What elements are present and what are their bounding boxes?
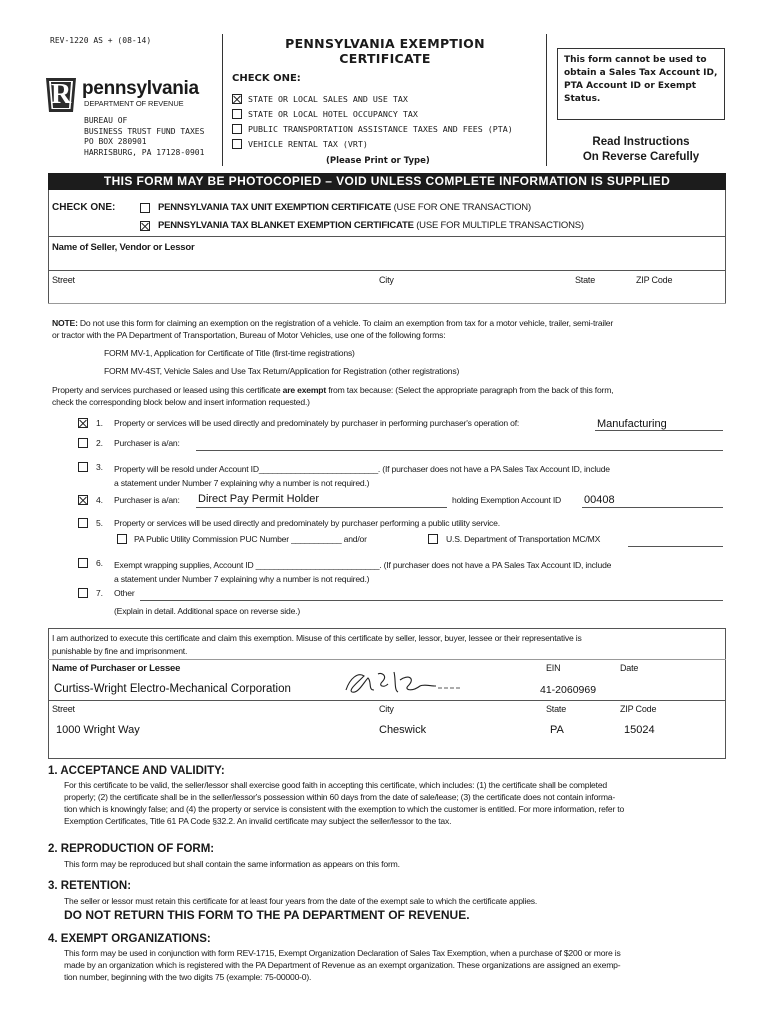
reason-intro: Property and services purchased or leased using this certificate are exempt from tax because: (Select the appropriate paragraph from the back of this form, check the corresponding block below and insert information requested.) (52, 385, 614, 407)
reason-7-checkbox[interactable] (78, 588, 88, 598)
form-title: PENNSYLVANIA EXEMPTION CERTIFICATE (285, 36, 485, 66)
acceptance-validity-title: 1. ACCEPTANCE AND VALIDITY: (48, 765, 225, 777)
form-code: REV-1220 AS + (08-14) (50, 36, 152, 45)
reason-2-checkbox[interactable] (78, 438, 88, 448)
reason-1-text: Property or services will be used directly and predominately by purchaser in performing purchaser's operation of: (114, 418, 520, 428)
warning-box (557, 48, 725, 120)
reason-4-text: Purchaser is a/an: (114, 495, 180, 505)
exempt-organizations-text: This form may be used in conjunction with form REV-1715, Exempt Organization Declaration of Sales Tax Exemption, when a purchase of $200 or more is made by an organization which is registered with the PA Department of Revenue as an exempt organization. These organizations are assigned an exemp- tion number, beginning with the two digits 75 (example: 75-00000-0). (64, 948, 621, 982)
reason-3-checkbox[interactable] (78, 462, 88, 472)
exempt-organizations-title: 4. EXEMPT ORGANIZATIONS: (48, 933, 211, 945)
reason-6-checkbox[interactable] (78, 558, 88, 568)
vehicle-note: NOTE: Do not use this form for claiming an exemption on the registration of a vehicle. To claim an exemption from tax for a motor vehicle, trailer, semi-trailer or tractor with the PA Department of Transportation, Bureau of Motor Vehicles, use one of the following forms: (52, 318, 614, 340)
reproduction-text: This form may be reproduced but shall contain the same information as appears on this form. (64, 859, 400, 869)
signature-icon (338, 668, 462, 698)
unit-exemption-checkbox[interactable] (140, 203, 150, 213)
tax-type-check-one: CHECK ONE: (232, 73, 301, 84)
retention-text: The seller or lessor must retain this certificate for at least four years from the date of the exempt sale to which the certificate applies. (64, 896, 538, 906)
vehicle-rental-tax-checkbox[interactable] (232, 139, 242, 149)
do-not-return-notice: DO NOT RETURN THIS FORM TO THE PA DEPARTMENT OF REVENUE. (64, 908, 470, 922)
cert-type-check-one: CHECK ONE: (52, 202, 116, 213)
reason-2-number: 2. (96, 438, 103, 448)
acceptance-validity-text: For this certificate to be valid, the seller/lessor shall exercise good faith in accepting this certificate, which includes: (1) the certificate shall be completed properly; (2) the certificate shall be in the seller/lessor's possession within 60 days from the date of sale/lease; (3) the certificate does not contain informa- tion which is knowingly false; and (4) the property or service is consistent with the exemption to which the customer is entitled. For more information, refer to Exemption Certificates, Title 61 PA Code §32.2. An invalid certificate may subject the seller/lessor to the tax. (64, 780, 625, 826)
purchaser-name-value[interactable]: Curtiss-Wright Electro-Mechanical Corporation (54, 683, 291, 695)
photocopy-banner: THIS FORM MAY BE PHOTOCOPIED – VOID UNLESS COMPLETE INFORMATION IS SUPPLIED (48, 173, 726, 190)
reason-5-text: Property or services will be used directly and predominately by purchaser performing a public utility service. (114, 518, 500, 528)
reason-7-number: 7. (96, 588, 103, 598)
usdot-checkbox[interactable] (428, 534, 438, 544)
form-mv1: FORM MV-1, Application for Certificate of Title (first-time registrations) (104, 348, 355, 358)
purchaser-city-value[interactable]: Cheswick (379, 724, 427, 736)
purchaser-ein-label: EIN (546, 663, 561, 673)
seller-zip-label: ZIP Code (636, 275, 673, 285)
purchaser-zip-value[interactable]: 15024 (624, 724, 655, 736)
form-mv4st: FORM MV-4ST, Vehicle Sales and Use Tax Return/Application for Registration (other registrations) (104, 366, 460, 376)
read-instructions: Read Instructions On Reverse Carefully (582, 136, 700, 163)
seller-city-label: City (379, 275, 394, 285)
puc-label: PA Public Utility Commission PUC Number ___________ and/or (134, 534, 367, 544)
reason-5-number: 5. (96, 518, 103, 528)
purchaser-date-label: Date (620, 663, 639, 673)
reason-4-text2: holding Exemption Account ID (452, 495, 562, 505)
purchaser-street-label: Street (52, 704, 75, 714)
authorization-statement: I am authorized to execute this certificate and claim this exemption. Misuse of this certificate by seller, lessor, buyer, lessee or their representative is punishable by fine and imprisonment. (52, 633, 582, 656)
reason-4-number: 4. (96, 495, 103, 505)
purchaser-street-value[interactable]: 1000 Wright Way (56, 724, 140, 736)
warning-text: This form cannot be used to obtain a Sales Tax Account ID, PTA Account ID or Exempt Status. (564, 55, 718, 104)
pennsylvania-keystone-logo-icon (44, 76, 78, 114)
vehicle-rental-tax-label: VEHICLE RENTAL TAX (VRT) (248, 139, 368, 149)
purchaser-city-label: City (379, 704, 394, 714)
reason-7-text: Other (114, 588, 135, 598)
sales-use-tax-label: STATE OR LOCAL SALES AND USE TAX (248, 94, 408, 104)
reason-2-text: Purchaser is a/an: (114, 438, 180, 448)
purchaser-name-label: Name of Purchaser or Lessee (52, 663, 181, 674)
logo-wordmark: pennsylvania (82, 78, 199, 99)
logo-letter: R (51, 79, 72, 110)
usdot-label: U.S. Department of Transportation MC/MX (446, 534, 601, 544)
pta-tax-label: PUBLIC TRANSPORTATION ASSISTANCE TAXES AND FEES (PTA) (248, 124, 513, 134)
retention-title: 3. RETENTION: (48, 880, 132, 892)
puc-checkbox[interactable] (117, 534, 127, 544)
blanket-exemption-checkbox[interactable] (140, 221, 150, 231)
pta-tax-checkbox[interactable] (232, 124, 242, 134)
hotel-occupancy-tax-label: STATE OR LOCAL HOTEL OCCUPANCY TAX (248, 109, 418, 119)
hotel-occupancy-tax-checkbox[interactable] (232, 109, 242, 119)
reason-4-value[interactable]: Direct Pay Permit Holder (198, 493, 320, 505)
bureau-address: BUREAU OF BUSINESS TRUST FUND TAXES PO BOX 280901 HARRISBURG, PA 17128-0901 (84, 116, 205, 157)
seller-state-label: State (575, 275, 596, 285)
reason-1-checkbox[interactable] (78, 418, 88, 428)
purchaser-state-value[interactable]: PA (550, 724, 564, 736)
reason-6-number: 6. (96, 558, 103, 568)
logo-department: DEPARTMENT OF REVENUE (84, 99, 184, 108)
reproduction-title: 2. REPRODUCTION OF FORM: (48, 843, 215, 855)
purchaser-zip-label: ZIP Code (620, 704, 657, 714)
seller-street-label: Street (52, 275, 75, 285)
reason-4-value2[interactable]: 00408 (584, 494, 615, 506)
reason-6-text: Exempt wrapping supplies, Account ID ___________________________. (If purchaser does not have a PA Sales Tax Account ID, include a statement under Number 7 explaining why a number is not required.) (114, 560, 612, 584)
reason-4-checkbox[interactable] (78, 495, 88, 505)
purchaser-state-label: State (546, 704, 567, 714)
purchaser-ein-value[interactable]: 41-2060969 (540, 684, 597, 696)
blanket-exemption-label: PENNSYLVANIA TAX BLANKET EXEMPTION CERTIFICATE (USE FOR MULTIPLE TRANSACTIONS) (158, 220, 584, 231)
reason-1-number: 1. (96, 418, 103, 428)
seller-name-label: Name of Seller, Vendor or Lessor (52, 242, 195, 253)
reason-3-text: Property will be resold under Account ID__________________________. (If purchaser does not have a PA Sales Tax Account ID, include a statement under Number 7 explaining why a number is not required.) (114, 464, 610, 488)
reason-5-checkbox[interactable] (78, 518, 88, 528)
reason-7-explain: (Explain in detail. Additional space on reverse side.) (114, 606, 301, 616)
reason-1-value[interactable]: Manufacturing (597, 418, 667, 430)
print-note: (Please Print or Type) (326, 156, 430, 166)
unit-exemption-label: PENNSYLVANIA TAX UNIT EXEMPTION CERTIFICATE (USE FOR ONE TRANSACTION) (158, 202, 531, 213)
reason-3-number: 3. (96, 462, 103, 472)
sales-use-tax-checkbox[interactable] (232, 94, 242, 104)
